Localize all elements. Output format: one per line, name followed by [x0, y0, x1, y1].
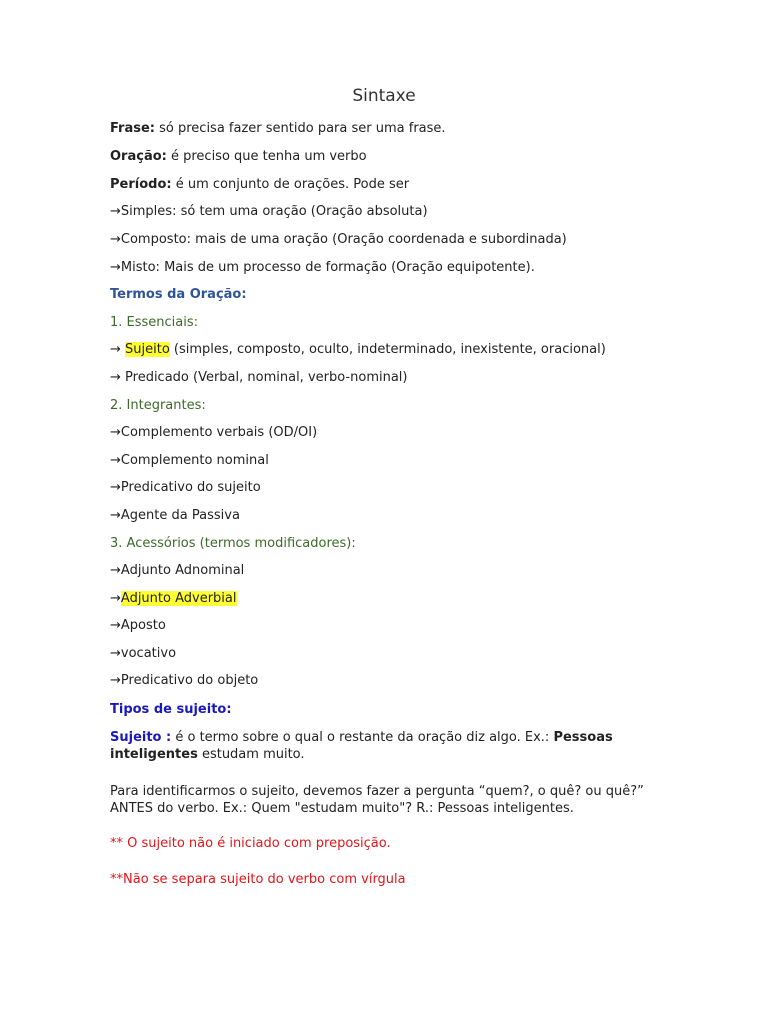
essenciais-heading: 1. Essenciais: — [110, 315, 199, 330]
arrow-icon: → — [110, 425, 121, 440]
sujeito-label: Sujeito : — [110, 730, 172, 745]
predicado-line: → Predicado (Verbal, nominal, verbo-nominal) — [110, 370, 408, 385]
sujeito-definition: Sujeito : é o termo sobre o qual o restante da oração diz algo. Ex.: Pessoas inteligentes estudam muito. — [110, 730, 613, 762]
frase-line — [110, 120, 446, 137]
periodo-item-simples: →Simples: só tem uma oração (Oração absoluta) — [110, 204, 428, 219]
arrow-icon: → — [110, 618, 121, 633]
acessorios-item-highlighted — [110, 590, 237, 607]
arrow-icon: → — [110, 591, 121, 606]
integrantes-heading: 2. Integrantes: — [110, 398, 206, 413]
arrow-icon: → — [110, 673, 121, 688]
frase-label: Frase: — [110, 121, 155, 136]
arrow-icon: → — [110, 480, 121, 495]
periodo-label: Período: — [110, 177, 172, 192]
arrow-icon: → — [110, 232, 121, 247]
page-title: Sintaxe — [352, 86, 416, 106]
frase-text: só precisa fazer sentido para ser uma frase. — [155, 121, 446, 136]
arrow-icon: → — [110, 260, 121, 275]
arrow-icon: → — [110, 453, 121, 468]
arrow-icon: → — [110, 646, 121, 661]
integrantes-item: →Predicativo do sujeito — [110, 480, 261, 495]
periodo-item-misto: →Misto: Mais de um processo de formação (Oração equipotente). — [110, 260, 535, 275]
integrantes-item: →Agente da Passiva — [110, 508, 240, 523]
acessorios-heading: 3. Acessórios (termos modificadores): — [110, 536, 356, 551]
acessorios-item: →vocativo — [110, 646, 177, 661]
oracao-text: é preciso que tenha um verbo — [166, 149, 367, 164]
oracao-line — [110, 148, 367, 165]
identificar-paragraph: Para identificarmos o sujeito, devemos fazer a pergunta “quem?, o quê? ou quê?” ANTES do verbo. Ex.: Quem "estudam muito"? R.: Pessoas inteligentes. — [110, 784, 644, 816]
note-preposicao: ** O sujeito não é iniciado com preposição. — [110, 836, 391, 851]
acessorios-item: →Predicativo do objeto — [110, 673, 259, 688]
tipos-heading: Tipos de sujeito: — [110, 702, 232, 717]
periodo-text: é um conjunto de orações. Pode ser — [171, 177, 410, 192]
integrantes-item: →Complemento verbais (OD/OI) — [110, 425, 318, 440]
acessorios-item: →Aposto — [110, 618, 166, 633]
integrantes-item: →Complemento nominal — [110, 453, 269, 468]
arrow-icon: → — [110, 508, 121, 523]
adjunto-adverbial-highlight: Adjunto Adverbial — [120, 591, 237, 606]
oracao-label: Oração: — [110, 149, 167, 164]
termos-heading: Termos da Oração: — [110, 287, 247, 302]
sujeito-line: → Sujeito (simples, composto, oculto, indeterminado, inexistente, oracional) — [110, 342, 606, 357]
periodo-line — [110, 176, 409, 193]
periodo-item-composto: →Composto: mais de uma oração (Oração coordenada e subordinada) — [110, 232, 567, 247]
sujeito-highlight: Sujeito — [125, 342, 170, 357]
example-bold: Pessoas inteligentes — [110, 730, 613, 762]
note-virgula: **Não se separa sujeito do verbo com vírgula — [110, 872, 406, 887]
arrow-icon: → — [110, 563, 121, 578]
arrow-icon: → — [110, 204, 121, 219]
acessorios-item: →Adjunto Adnominal — [110, 563, 245, 578]
